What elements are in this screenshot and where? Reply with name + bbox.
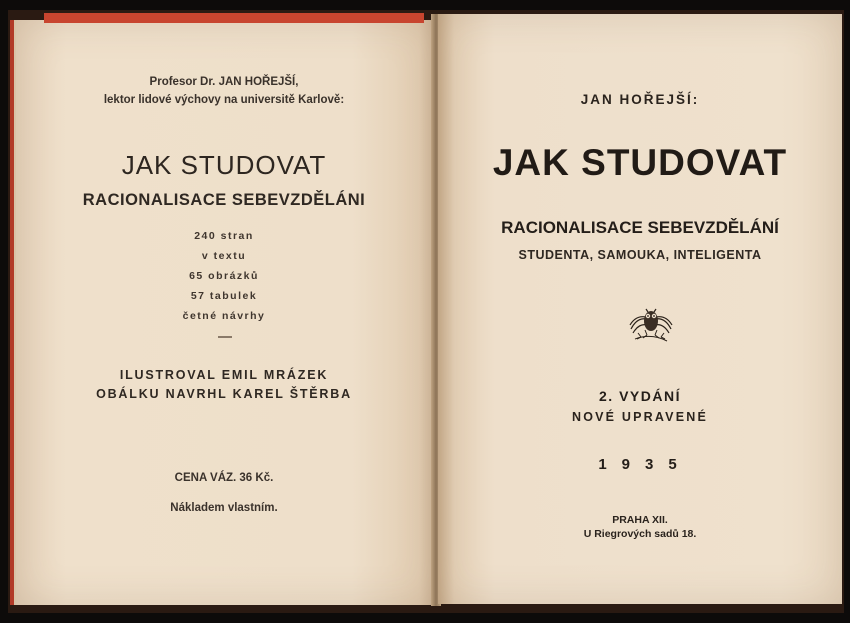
right-subtitle: RACIONALISACE SEBEVZDĚLÁNÍ	[501, 218, 779, 237]
fact-item: 65 obrázků	[189, 270, 259, 282]
left-title: JAK STUDOVAT	[121, 150, 327, 180]
cover-edge-top	[44, 13, 424, 23]
facts-list	[14, 226, 434, 326]
illustrator-line: ILUSTROVAL EMIL MRÁZEK	[119, 368, 329, 382]
publication-year: 1935	[598, 456, 692, 473]
publisher-city: PRAHA XII.	[612, 514, 668, 526]
author-line: Profesor Dr. JAN HOŘEJŠÍ,	[149, 76, 299, 88]
divider	[218, 336, 232, 338]
fact-item: v textu	[201, 250, 247, 262]
lector-line: lektor lidové výchovy na universitě Karlově:	[103, 94, 345, 106]
right-author: JAN HOŘEJŠÍ:	[580, 92, 700, 107]
edition-label: 2. VYDÁNÍ	[599, 388, 681, 404]
fact-item: četné návrhy	[182, 310, 266, 322]
right-subtitle-2: STUDENTA, SAMOUKA, INTELIGENTA	[518, 248, 762, 262]
cover-designer-line: OBÁLKU NAVRHL KAREL ŠTĚRBA	[96, 387, 352, 401]
left-subtitle: RACIONALISACE SEBEVZDĚLÁNI	[82, 191, 366, 209]
fact-item: 240 stran	[194, 230, 254, 242]
publisher-note: Nákladem vlastním.	[170, 502, 278, 514]
edition-note: NOVÉ UPRAVENÉ	[571, 410, 709, 424]
fact-item: 57 tabulek	[190, 290, 258, 302]
right-title: JAK STUDOVAT	[492, 142, 788, 183]
owl-emblem-icon	[627, 299, 675, 347]
publisher-address: U Riegrových sadů 18.	[583, 528, 697, 540]
price-line: CENA VÁZ. 36 Kč.	[174, 472, 274, 484]
